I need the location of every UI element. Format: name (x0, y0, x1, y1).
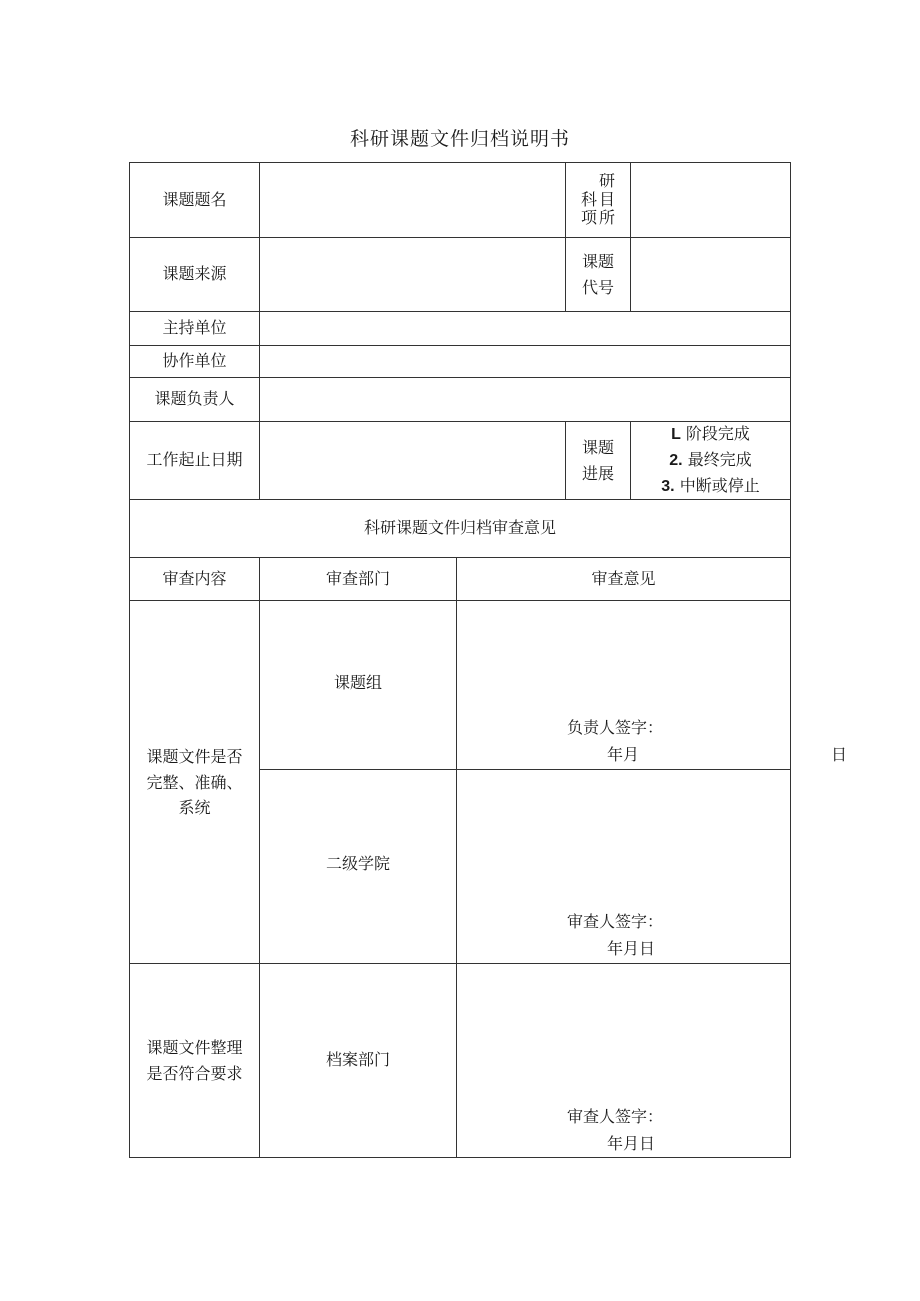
topic-name-label: 课题题名 (130, 163, 260, 238)
coop-unit-label: 协作单位 (130, 346, 260, 378)
dept-archive-label: 档案部门 (325, 1050, 390, 1070)
date-line: 年月日 (607, 1133, 656, 1153)
progress-options (631, 422, 791, 500)
topic-source-field[interactable] (260, 238, 566, 312)
review-content-line: 系统 (178, 798, 211, 818)
signature-block (567, 909, 663, 962)
research-dept-char: 所 (599, 208, 616, 228)
dept-college-label: 二级学院 (325, 854, 390, 874)
signature-block (567, 1104, 663, 1157)
review-content-line: 课题文件整理 (146, 1038, 243, 1058)
row-host-unit (130, 312, 791, 346)
header-review-dept: 审查部门 (260, 558, 457, 601)
work-dates-field[interactable] (260, 422, 566, 500)
row-review-archive (130, 964, 791, 1158)
research-dept-char: 项 (580, 208, 597, 228)
row-leader (130, 378, 791, 422)
review-content-line: 课题文件是否 (146, 747, 243, 766)
dept-archive (260, 964, 457, 1158)
signature-label: 审查人签字： (567, 1107, 664, 1127)
signature-block (567, 715, 847, 768)
archive-form-table (129, 162, 847, 1158)
date-line: 年月日 (607, 938, 656, 958)
progress-label-line: 进展 (581, 463, 614, 483)
date-year-month: 年月 (607, 744, 640, 764)
review-content-line: 完整、准确、 (146, 772, 243, 792)
opinion-college[interactable] (457, 770, 791, 964)
opinion-archive[interactable] (457, 964, 791, 1158)
opinion-topic-group[interactable] (457, 601, 847, 770)
row-coop-unit (130, 346, 791, 378)
progress-option[interactable]: 2. 最终完成 (669, 449, 752, 469)
review-section-title: 科研课题文件归档审查意见 (130, 500, 791, 558)
review-content-compliance (130, 964, 260, 1158)
row-topic-source (130, 238, 791, 312)
row-review-section-title (130, 500, 791, 558)
dept-topic-group (260, 601, 457, 770)
progress-label (566, 422, 631, 500)
topic-code-label-line: 课题 (581, 251, 614, 271)
progress-option[interactable]: L 阶段完成 (671, 424, 750, 443)
review-content-line: 是否符合要求 (146, 1063, 243, 1083)
topic-code-label (566, 238, 631, 312)
topic-code-field[interactable] (631, 238, 791, 312)
leader-label: 课题负责人 (130, 378, 260, 422)
research-dept-label (566, 163, 631, 238)
header-review-content: 审查内容 (130, 558, 260, 601)
row-review-topic-group (130, 601, 791, 770)
signature-label: 负责人签字： (567, 718, 664, 738)
research-dept-char: 研 (599, 171, 616, 191)
topic-source-label: 课题来源 (130, 238, 260, 312)
topic-code-label-line: 代号 (581, 277, 614, 297)
research-dept-field[interactable] (631, 163, 791, 238)
host-unit-label: 主持单位 (130, 312, 260, 346)
dept-topic-group-label: 课题组 (333, 673, 382, 693)
review-content-completeness (130, 601, 260, 964)
host-unit-field[interactable] (260, 312, 791, 346)
page-title: 科研课题文件归档说明书 (349, 128, 570, 150)
row-work-dates (130, 422, 791, 500)
header-review-opinion: 审查意见 (457, 558, 791, 601)
topic-name-field[interactable] (260, 163, 566, 238)
research-dept-char: 目 (599, 189, 616, 209)
row-review-headers (130, 558, 791, 601)
leader-field[interactable] (260, 378, 791, 422)
signature-label: 审查人签字： (567, 912, 664, 932)
coop-unit-field[interactable] (260, 346, 791, 378)
date-line (567, 742, 847, 768)
work-dates-label: 工作起止日期 (130, 422, 260, 500)
row-topic-name (130, 163, 791, 238)
date-day: 日 (830, 744, 847, 764)
dept-college (260, 770, 457, 964)
research-dept-char: 科 (580, 189, 597, 209)
progress-option[interactable]: 3. 中断或停止 (661, 475, 760, 495)
progress-label-line: 课题 (581, 438, 614, 458)
